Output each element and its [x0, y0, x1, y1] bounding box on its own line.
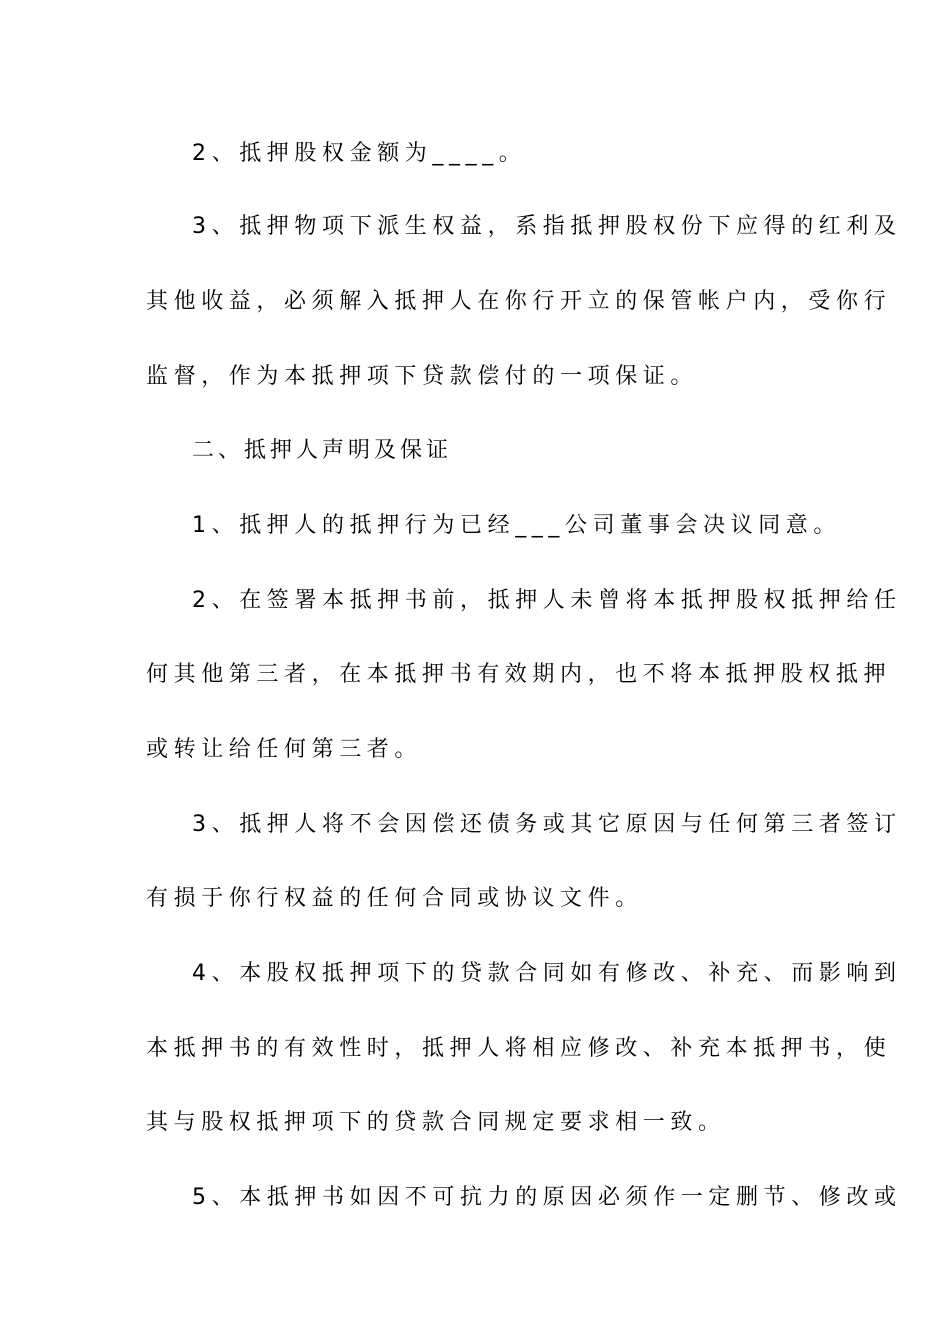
warranty-4-line-3: 其与股权抵押项下的贷款合同规定要求相一致。	[146, 1110, 726, 1135]
warranty-3-line-2: 有损于你行权益的任何合同或协议文件。	[146, 886, 643, 911]
warranty-4-line-2: 本抵押书的有效性时，抵押人将相应修改、补充本抵押书，使	[146, 1036, 892, 1061]
warranty-2-line-2: 何其他第三者，在本抵押书有效期内，也不将本抵押股权抵押	[146, 662, 892, 687]
warranty-3-line-1: 3、抵押人将不会因偿还债务或其它原因与任何第三者签订	[192, 812, 902, 837]
section-heading: 二、抵押人声明及保证	[192, 438, 453, 463]
warranty-4-line-1: 4、本股权抵押项下的贷款合同如有修改、补充、而影响到	[192, 961, 902, 986]
clause-3-line-1: 3、抵押物项下派生权益，系指抵押股权份下应得的红利及	[192, 214, 902, 239]
warranty-5-line-1: 5、本抵押书如因不可抗力的原因必须作一定删节、修改或	[192, 1185, 902, 1210]
clause-3-line-3: 监督，作为本抵押项下贷款偿付的一项保证。	[146, 364, 699, 389]
warranty-2-line-1: 2、在签署本抵押书前，抵押人未曾将本抵押股权抵押给任	[192, 588, 902, 613]
clause-2-amount: 2、抵押股权金额为____。	[192, 141, 527, 166]
warranty-1: 1、抵押人的抵押行为已经___公司董事会决议同意。	[192, 513, 841, 538]
clause-3-line-2: 其他收益，必须解入抵押人在你行开立的保管帐户内，受你行	[146, 289, 892, 314]
warranty-2-line-3: 或转让给任何第三者。	[146, 737, 423, 762]
